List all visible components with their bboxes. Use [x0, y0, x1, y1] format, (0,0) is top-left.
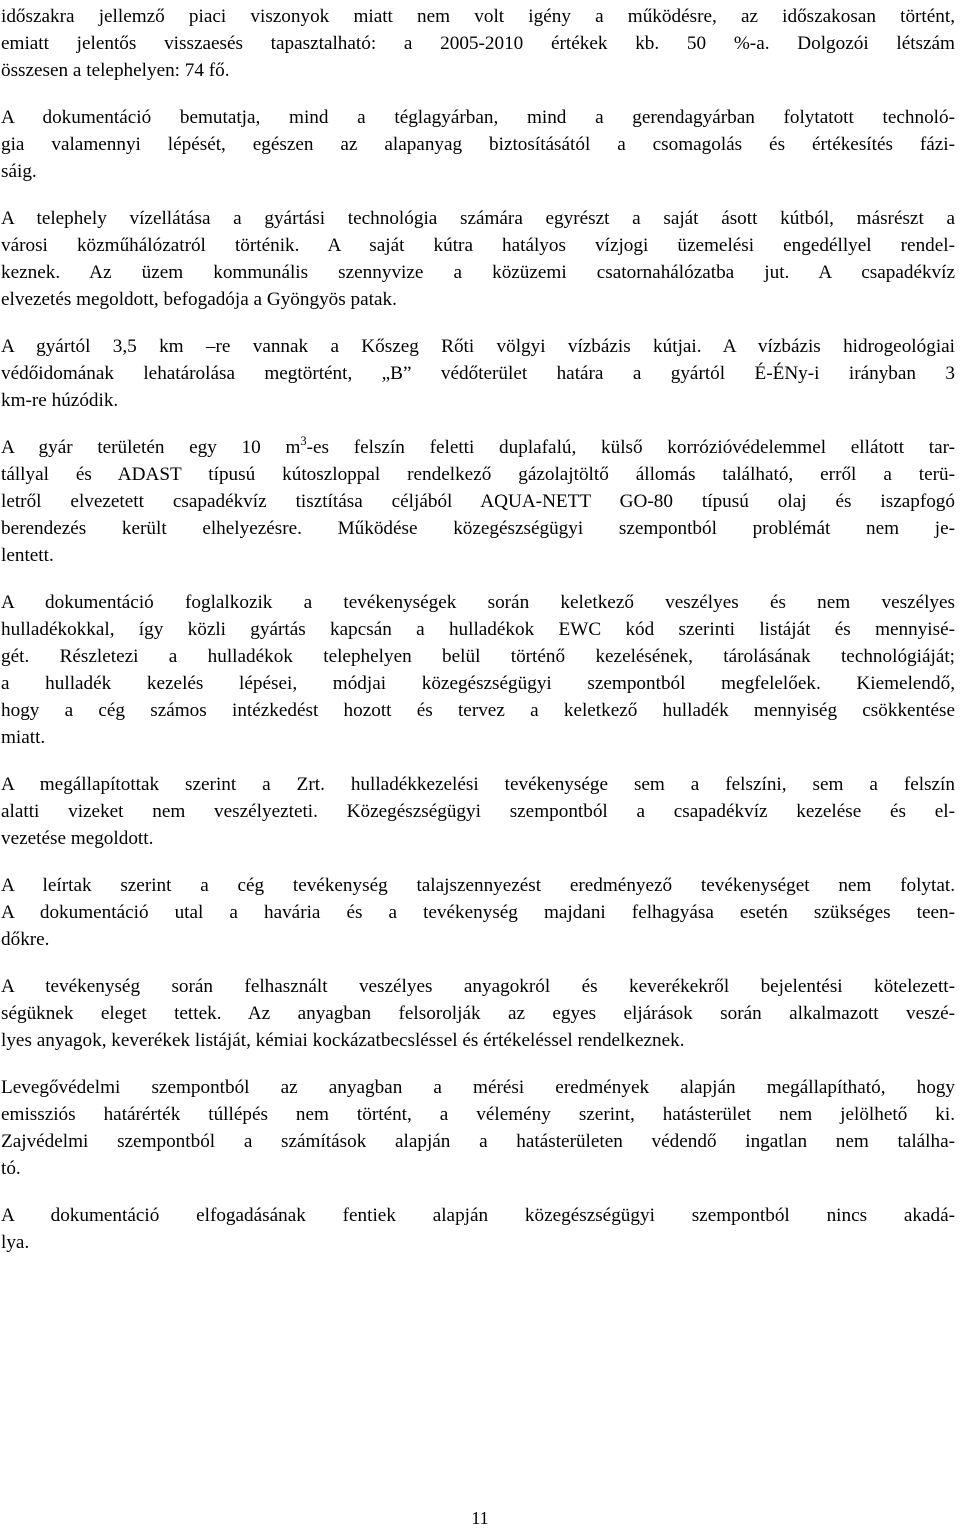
- paragraph-line: Zajvédelmi szempontból a számítások alapján a hatásterületen védendő ingatlan nem találha-: [1, 1131, 955, 1152]
- paragraph-line: alatti vizeket nem veszélyezteti. Közegészségügyi szempontból a csapadékvíz kezelése és el-: [1, 801, 955, 822]
- paragraph-10: [1, 1074, 955, 1182]
- paragraph-line: hulladékokkal, így közli gyártás kapcsán a hulladékok EWC kód szerinti listáját és mennyisé-: [1, 619, 955, 640]
- paragraph-line: A dokumentáció bemutatja, mind a téglagyárban, mind a gerendagyárban folytatott technoló-: [1, 107, 955, 128]
- paragraph-line: A telephely vízellátása a gyártási technológia számára egyrészt a saját ásott kútból, másrészt a: [1, 208, 955, 229]
- paragraph-line: tó.: [1, 1158, 21, 1179]
- line-text: -es felszín feletti duplafalú, külső korrózióvédelemmel ellátott tar-: [306, 437, 956, 458]
- paragraph-line: emiatt jelentős visszaesés tapasztalható: a 2005-2010 értékek kb. 50 %-a. Dolgozói létszám: [1, 33, 955, 54]
- paragraph-7: [1, 771, 955, 852]
- paragraph-1: [1, 3, 955, 84]
- paragraph-line: tállyal és ADAST típusú kútoszloppal rendelkező gázolajtöltő állomás található, erről a terü-: [1, 464, 955, 485]
- superscript: 3: [300, 433, 307, 448]
- paragraph-line: időszakra jellemző piaci viszonyok miatt nem volt igény a működésre, az időszakosan történt,: [1, 6, 955, 27]
- paragraph-line: ségüknek eleget tettek. Az anyagban felsorolják az egyes eljárások során alkalmazott veszé-: [1, 1003, 955, 1024]
- paragraph-line: lentett.: [1, 545, 54, 566]
- paragraph-9: [1, 973, 955, 1054]
- paragraph-line: A tevékenység során felhasznált veszélyes anyagokról és keverékekről bejelentési kötelezett-: [1, 976, 955, 997]
- paragraph-line: hogy a cég számos intézkedést hozott és tervez a keletkező hulladék mennyiség csökkentése: [1, 700, 955, 721]
- paragraph-5: [1, 434, 955, 569]
- paragraph-line: A leírtak szerint a cég tevékenység talajszennyezést eredményező tevékenységet nem folytat.: [1, 875, 955, 896]
- paragraph-line: lyes anyagok, keverékek listáját, kémiai kockázatbecsléssel és értékeléssel rendelkeznek.: [1, 1030, 685, 1051]
- paragraph-line: dőkre.: [1, 929, 50, 950]
- paragraph-line: gét. Részletezi a hulladékok telephelyen belül történő kezelésének, tárolásának technológiáját;: [1, 646, 955, 667]
- paragraph-line: A gyártól 3,5 km –re vannak a Kőszeg Rőti völgyi vízbázis kútjai. A vízbázis hidrogeológiai: [1, 336, 955, 357]
- paragraph-line: miatt.: [1, 727, 46, 748]
- paragraph-line: A dokumentáció elfogadásának fentiek alapján közegészségügyi szempontból nincs akadá-: [1, 1205, 955, 1226]
- paragraph-line: A dokumentáció foglalkozik a tevékenységek során keletkező veszélyes és nem veszélyes: [1, 592, 955, 613]
- paragraph-line: keznek. Az üzem kommunális szennyvize a közüzemi csatornahálózatba jut. A csapadékvíz: [1, 262, 955, 283]
- line-text: A gyár területén egy 10 m: [1, 437, 301, 458]
- paragraph-line: sáig.: [1, 161, 37, 182]
- paragraph-line: gia valamennyi lépését, egészen az alapanyag biztosításától a csomagolás és értékesítés fázi-: [1, 134, 955, 155]
- paragraph-line: km-re húzódik.: [1, 390, 119, 411]
- paragraph-line: [1, 434, 955, 461]
- paragraph-line: emissziós határérték túllépés nem történt, a vélemény szerint, hatásterület nem jelölhető ki.: [1, 1104, 955, 1125]
- paragraph-line: letről elvezetett csapadékvíz tisztítása céljából AQUA-NETT GO-80 típusú olaj és iszapfogó: [1, 491, 955, 512]
- paragraph-3: [1, 205, 955, 313]
- paragraph-line: városi közműhálózatról történik. A saját kútra hatályos vízjogi üzemelési engedéllyel rendel-: [1, 235, 955, 256]
- paragraph-8: [1, 872, 955, 953]
- paragraph-6: [1, 589, 955, 751]
- paragraph-2: [1, 104, 955, 185]
- paragraph-line: A megállapítottak szerint a Zrt. hulladékkezelési tevékenysége sem a felszíni, sem a felszín: [1, 774, 955, 795]
- document-body: [1, 0, 955, 1256]
- paragraph-line: berendezés került elhelyezésre. Működése közegészségügyi szempontból problémát nem je-: [1, 518, 955, 539]
- paragraph-line: A dokumentáció utal a havária és a tevékenység majdani felhagyása esetén szükséges teen-: [1, 902, 955, 923]
- paragraph-4: [1, 333, 955, 414]
- paragraph-line: védőidomának lehatárolása megtörtént, „B” védőterület határa a gyártól É-ÉNy-i irányban 3: [1, 363, 955, 384]
- page-number: 11: [471, 1508, 489, 1528]
- paragraph-line: összesen a telephelyen: 74 fő.: [1, 60, 230, 81]
- paragraph-line: lya.: [1, 1232, 30, 1253]
- paragraph-line: elvezetés megoldott, befogadója a Gyöngyös patak.: [1, 289, 397, 310]
- paragraph-line: a hulladék kezelés lépései, módjai közegészségügyi szempontból megfelelőek. Kiemelendő,: [1, 673, 955, 694]
- paragraph-11: [1, 1202, 955, 1256]
- paragraph-line: vezetése megoldott.: [1, 828, 154, 849]
- paragraph-line: Levegővédelmi szempontból az anyagban a mérési eredmények alapján megállapítható, hogy: [1, 1077, 955, 1098]
